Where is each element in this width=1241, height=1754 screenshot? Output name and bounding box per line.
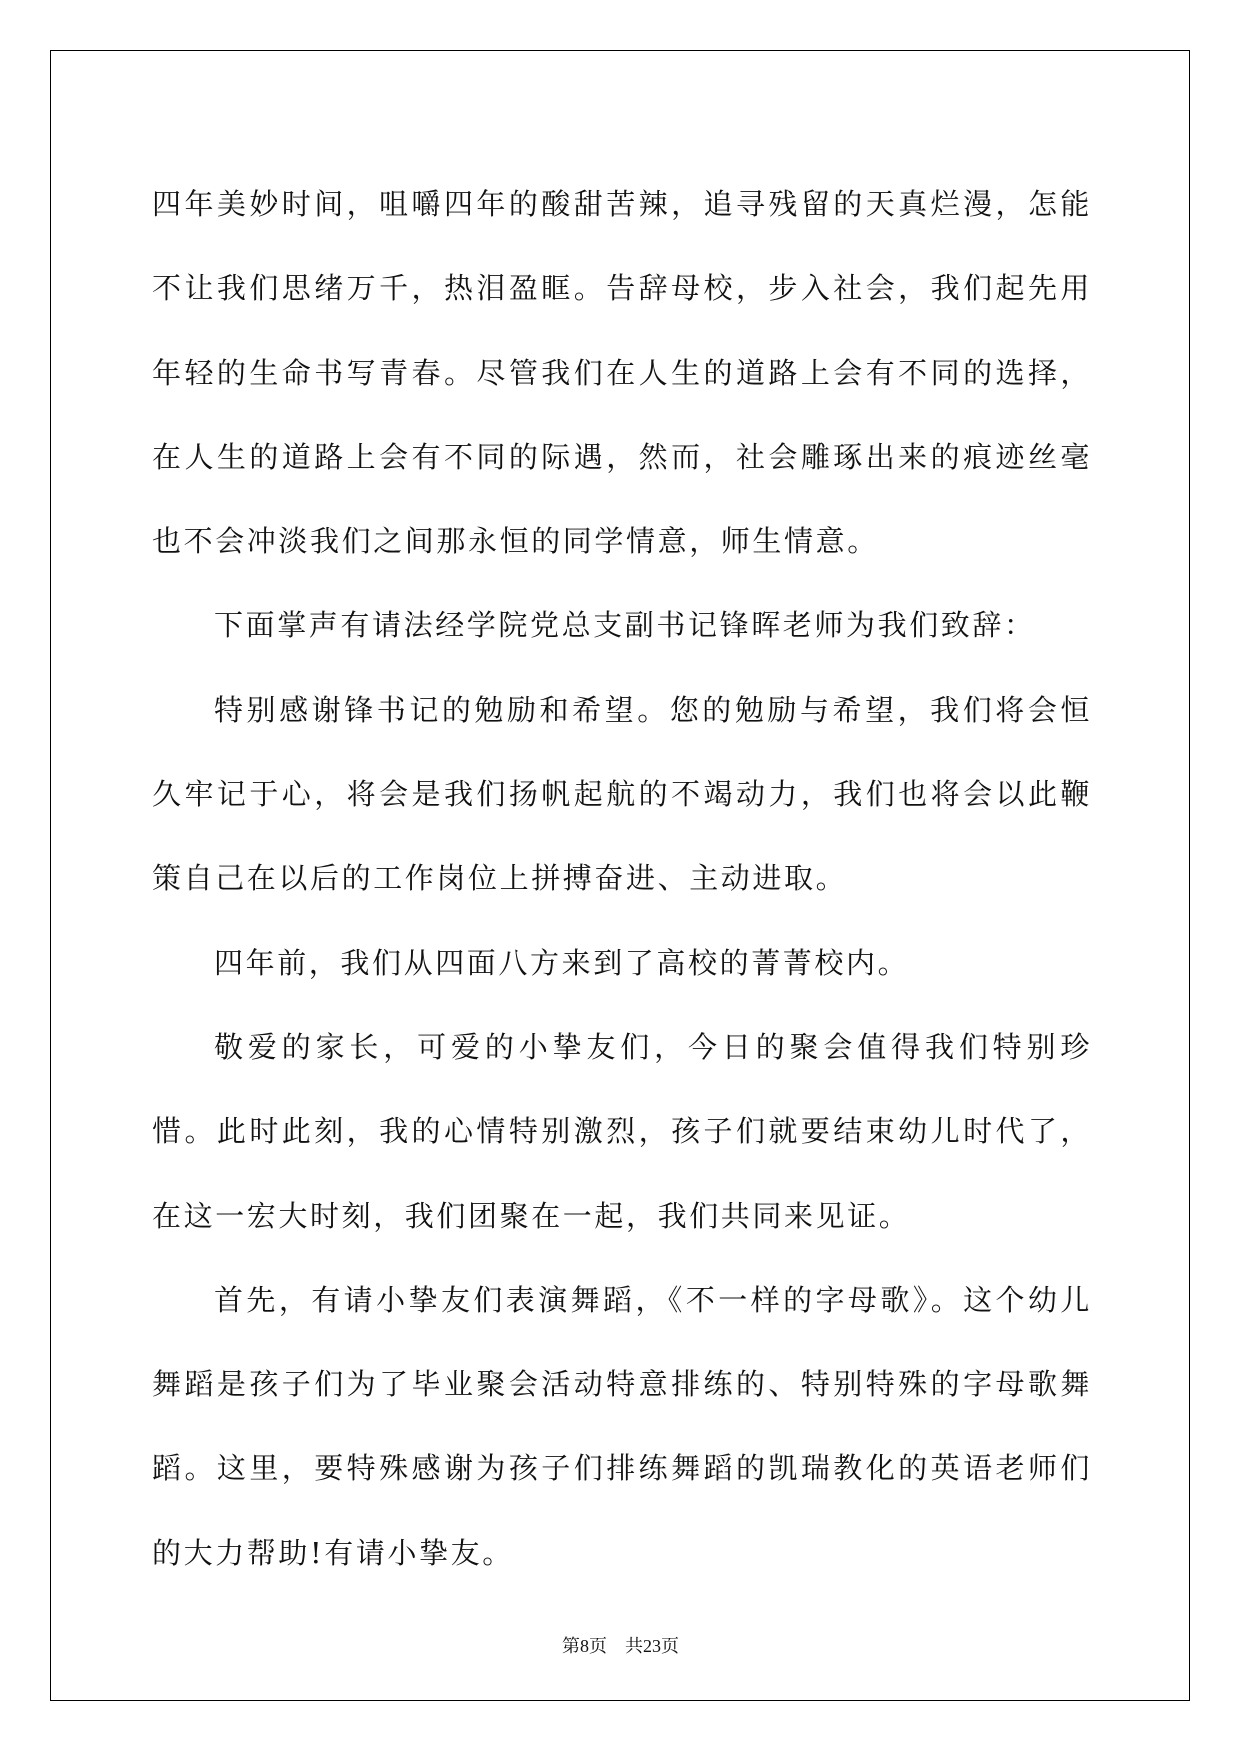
paragraph-4: 四年前，我们从四面八方来到了高校的菁菁校内。 <box>214 945 910 980</box>
paragraph-5: 敬爱的家长，可爱的小挚友们，今日的聚会值得我们特别珍惜。此时此刻，我的心情特别激烈，孩子们就要结束幼儿时代了，在这一宏大时刻，我们团聚在一起，我们共同来见证。 <box>152 1029 1092 1233</box>
paragraph-1: 四年美妙时间，咀嚼四年的酸甜苦辣，追寻残留的天真烂漫，怎能不让我们思绪万千，热泪盈眶。告辞母校，步入社会，我们起先用年轻的生命书写青春。尽管我们在人生的道路上会有不同的选择，在人生的道路上会有不同的际遇，然而，社会雕琢出来的痕迹丝毫也不会冲淡我们之间那永恒的同学情意，师生情意。 <box>152 187 1092 559</box>
document-body <box>152 162 1092 1595</box>
page-number-footer: 第8页 共23页 <box>562 1636 679 1656</box>
paragraph-2: 下面掌声有请法经学院党总支副书记锋晖老师为我们致辞： <box>214 608 1036 643</box>
paragraph-3: 特别感谢锋书记的勉励和希望。您的勉励与希望，我们将会恒久牢记于心，将会是我们扬帆起航的不竭动力，我们也将会以此鞭策自己在以后的工作岗位上拼搏奋进、主动进取。 <box>152 692 1092 896</box>
paragraph-6: 首先，有请小挚友们表演舞蹈，《不一样的字母歌》。这个幼儿舞蹈是孩子们为了毕业聚会活动特意排练的、特别特殊的字母歌舞蹈。这里，要特殊感谢为孩子们排练舞蹈的凯瑞教化的英语老师们的大力帮助!有请小挚友。 <box>152 1282 1092 1570</box>
